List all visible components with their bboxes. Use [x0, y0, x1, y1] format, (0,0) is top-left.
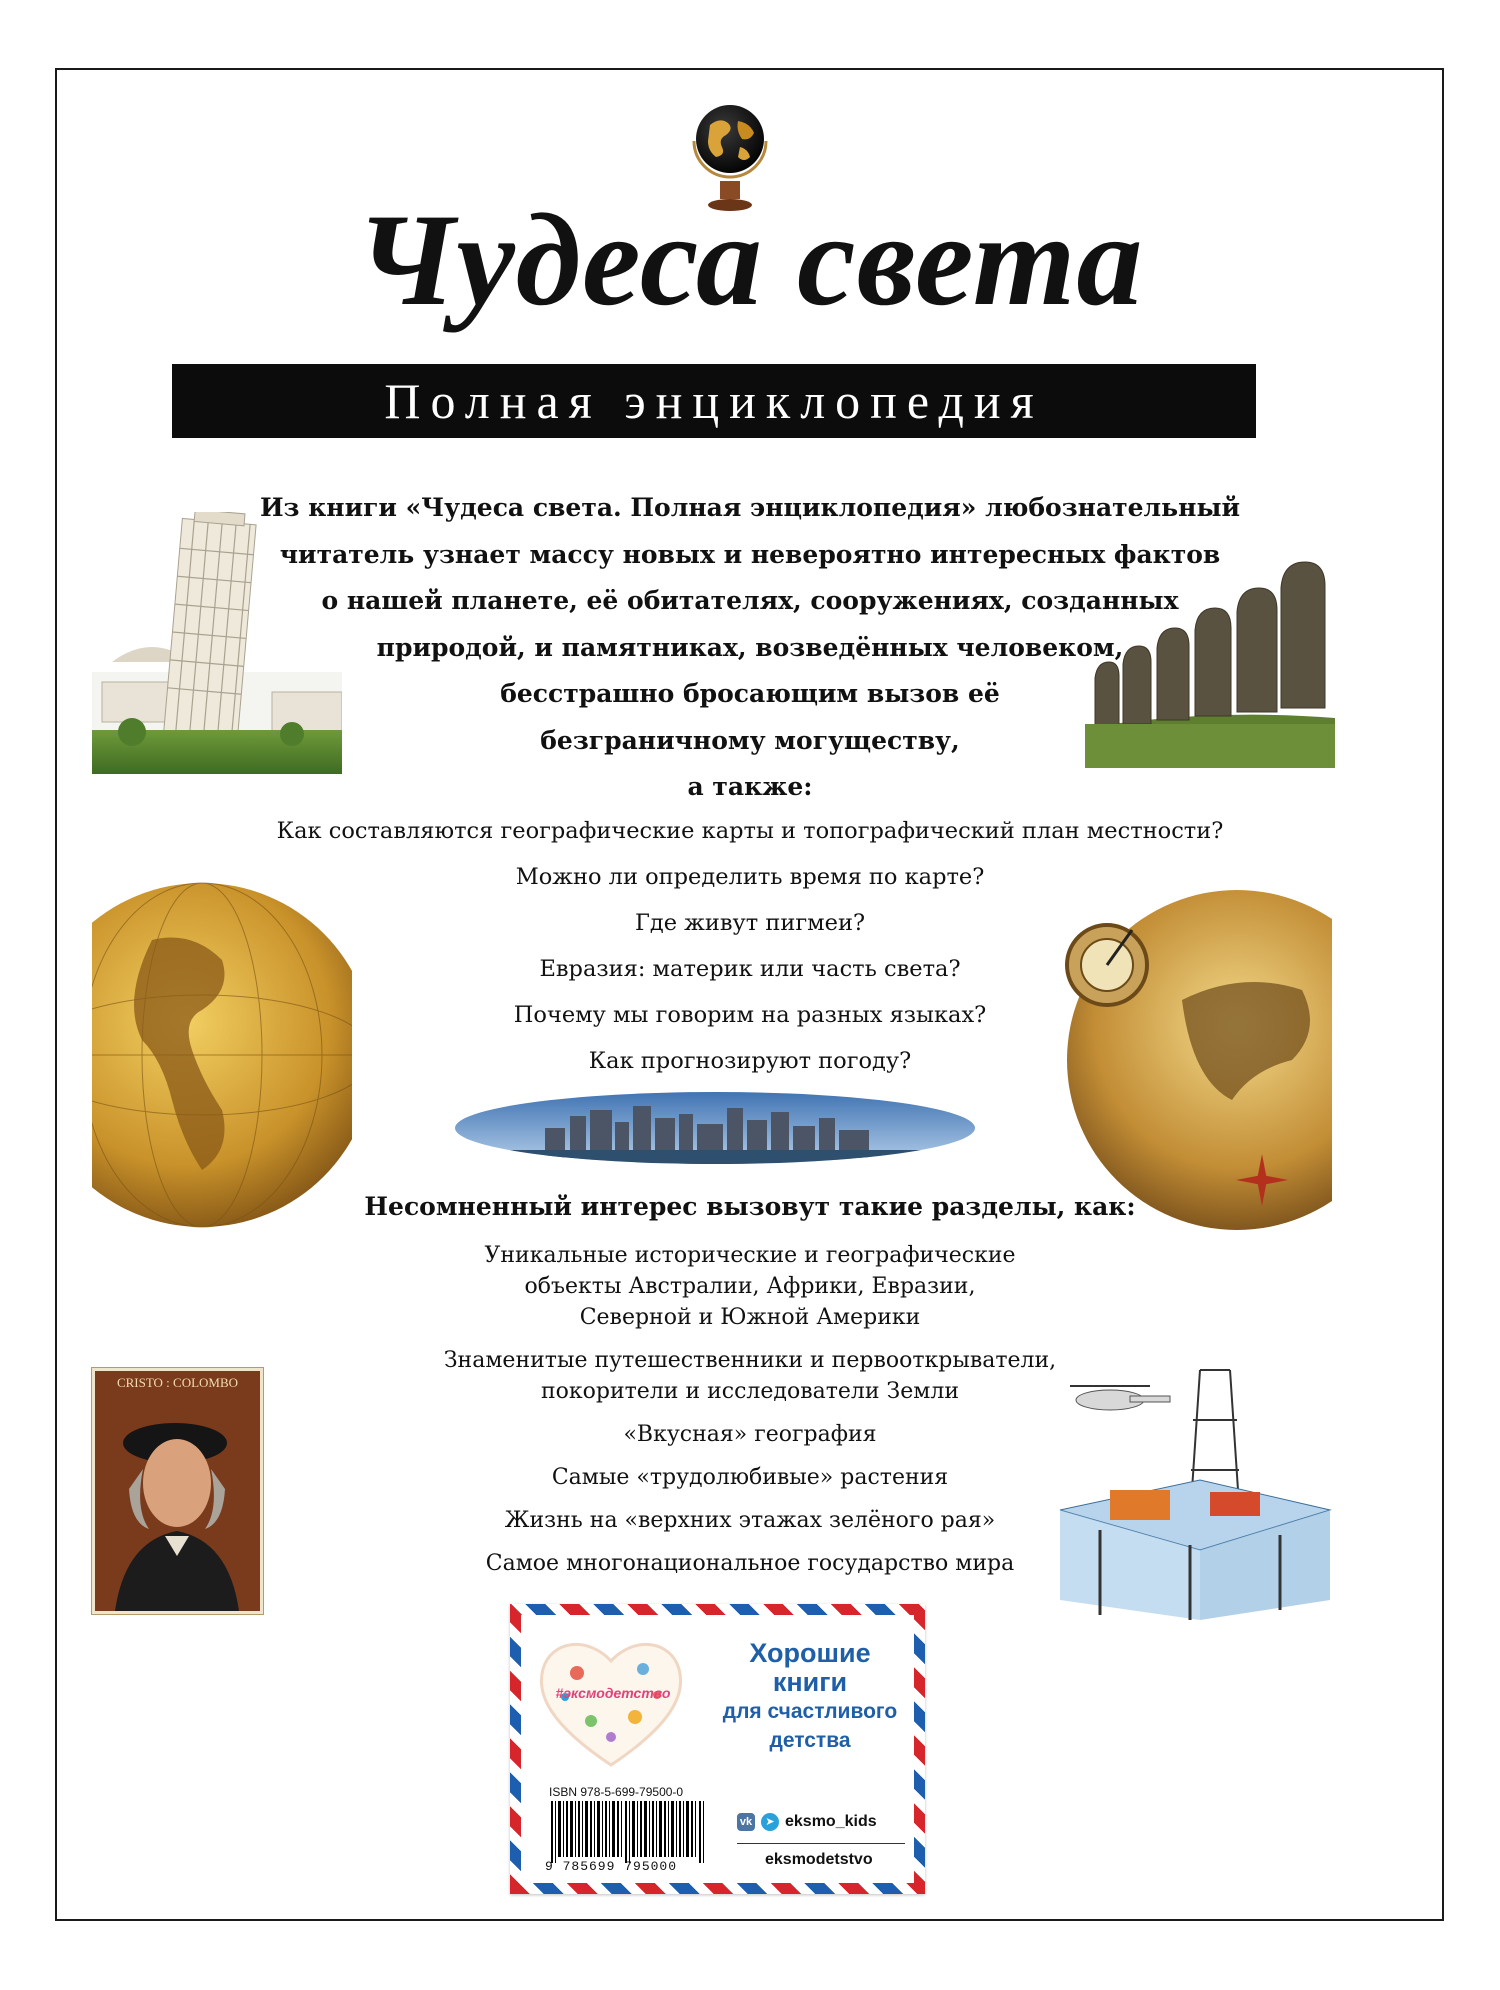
- section-line: Уникальные исторические и географические: [484, 1243, 1016, 1268]
- publisher-postcard: [510, 1604, 925, 1894]
- section-item: [330, 1240, 1170, 1333]
- slogan-line: детства: [769, 1729, 851, 1752]
- question-item: Почему мы говорим на разных языках?: [513, 1002, 987, 1028]
- city-skyline-image: [455, 1088, 975, 1168]
- intro-line: читатель узнает массу новых и невероятно интересных фактов: [279, 539, 1221, 569]
- sections-heading: Несомненный интерес вызовут такие разделы, как:: [364, 1192, 1136, 1221]
- heart-tag: #эксмодетство: [555, 1685, 671, 1701]
- section-line: Знаменитые путешественники и первооткрыватели,: [443, 1348, 1057, 1373]
- questions-list: [230, 808, 1270, 1084]
- question-item: Можно ли определить время по карте?: [515, 864, 985, 890]
- slogan-line: для счастливого: [722, 1700, 898, 1723]
- intro-text: [250, 485, 1250, 811]
- question-item: Как составляются географические карты и топографический план местности?: [276, 818, 1224, 844]
- slogan: [717, 1639, 903, 1755]
- divider: [737, 1843, 905, 1844]
- site-handle[interactable]: eksmodetstvo: [765, 1851, 873, 1868]
- section-line: Жизнь на «верхних этажах зелёного рая»: [504, 1508, 996, 1533]
- question-item: Где живут пигмеи?: [634, 910, 866, 936]
- columbus-portrait-image: [92, 1368, 263, 1614]
- intro-line: а также:: [687, 772, 813, 801]
- slogan-line: книги: [772, 1667, 848, 1697]
- section-line: покорители и исследователи Земли: [540, 1379, 960, 1404]
- intro-line: природой, и памятниках, возведённых человеком,: [376, 632, 1124, 662]
- slogan-line: Хорошие: [749, 1638, 871, 1668]
- isbn-text: ISBN 978-5-699-79500-0: [549, 1785, 684, 1799]
- telegram-icon[interactable]: ➤: [761, 1813, 779, 1831]
- social-handle[interactable]: eksmo_kids: [785, 1813, 877, 1830]
- vk-icon[interactable]: vk: [737, 1813, 755, 1831]
- intro-line: Из книги «Чудеса света. Полная энциклопедия» любознательный: [259, 493, 1241, 522]
- book-title: Чудеса света: [356, 186, 1144, 333]
- book-subtitle: Полная энциклопедия: [172, 364, 1256, 438]
- portrait-caption: CRISTO : COLOMBO: [116, 1375, 239, 1390]
- intro-line: бесстрашно бросающим вызов её: [500, 679, 1000, 708]
- social-links: [737, 1813, 877, 1831]
- section-line: Самые «трудолюбивые» растения: [551, 1465, 949, 1490]
- intro-line: безграничному могуществу,: [540, 725, 960, 755]
- intro-line: о нашей планете, её обитателях, сооружениях, созданных: [321, 586, 1179, 615]
- barcode-number: 9 785699 795000: [545, 1859, 678, 1874]
- section-line: Самое многонациональное государство мира: [485, 1551, 1015, 1576]
- barcode: [549, 1801, 709, 1863]
- question-item: Как прогнозируют погоду?: [588, 1048, 912, 1074]
- section-line: «Вкусная» география: [623, 1422, 877, 1447]
- section-line: объекты Австралии, Африки, Евразии,: [524, 1274, 976, 1299]
- section-line: Северной и Южной Америки: [579, 1305, 921, 1330]
- oil-platform-image: [1040, 1360, 1340, 1620]
- question-item: Евразия: материк или часть света?: [539, 956, 961, 982]
